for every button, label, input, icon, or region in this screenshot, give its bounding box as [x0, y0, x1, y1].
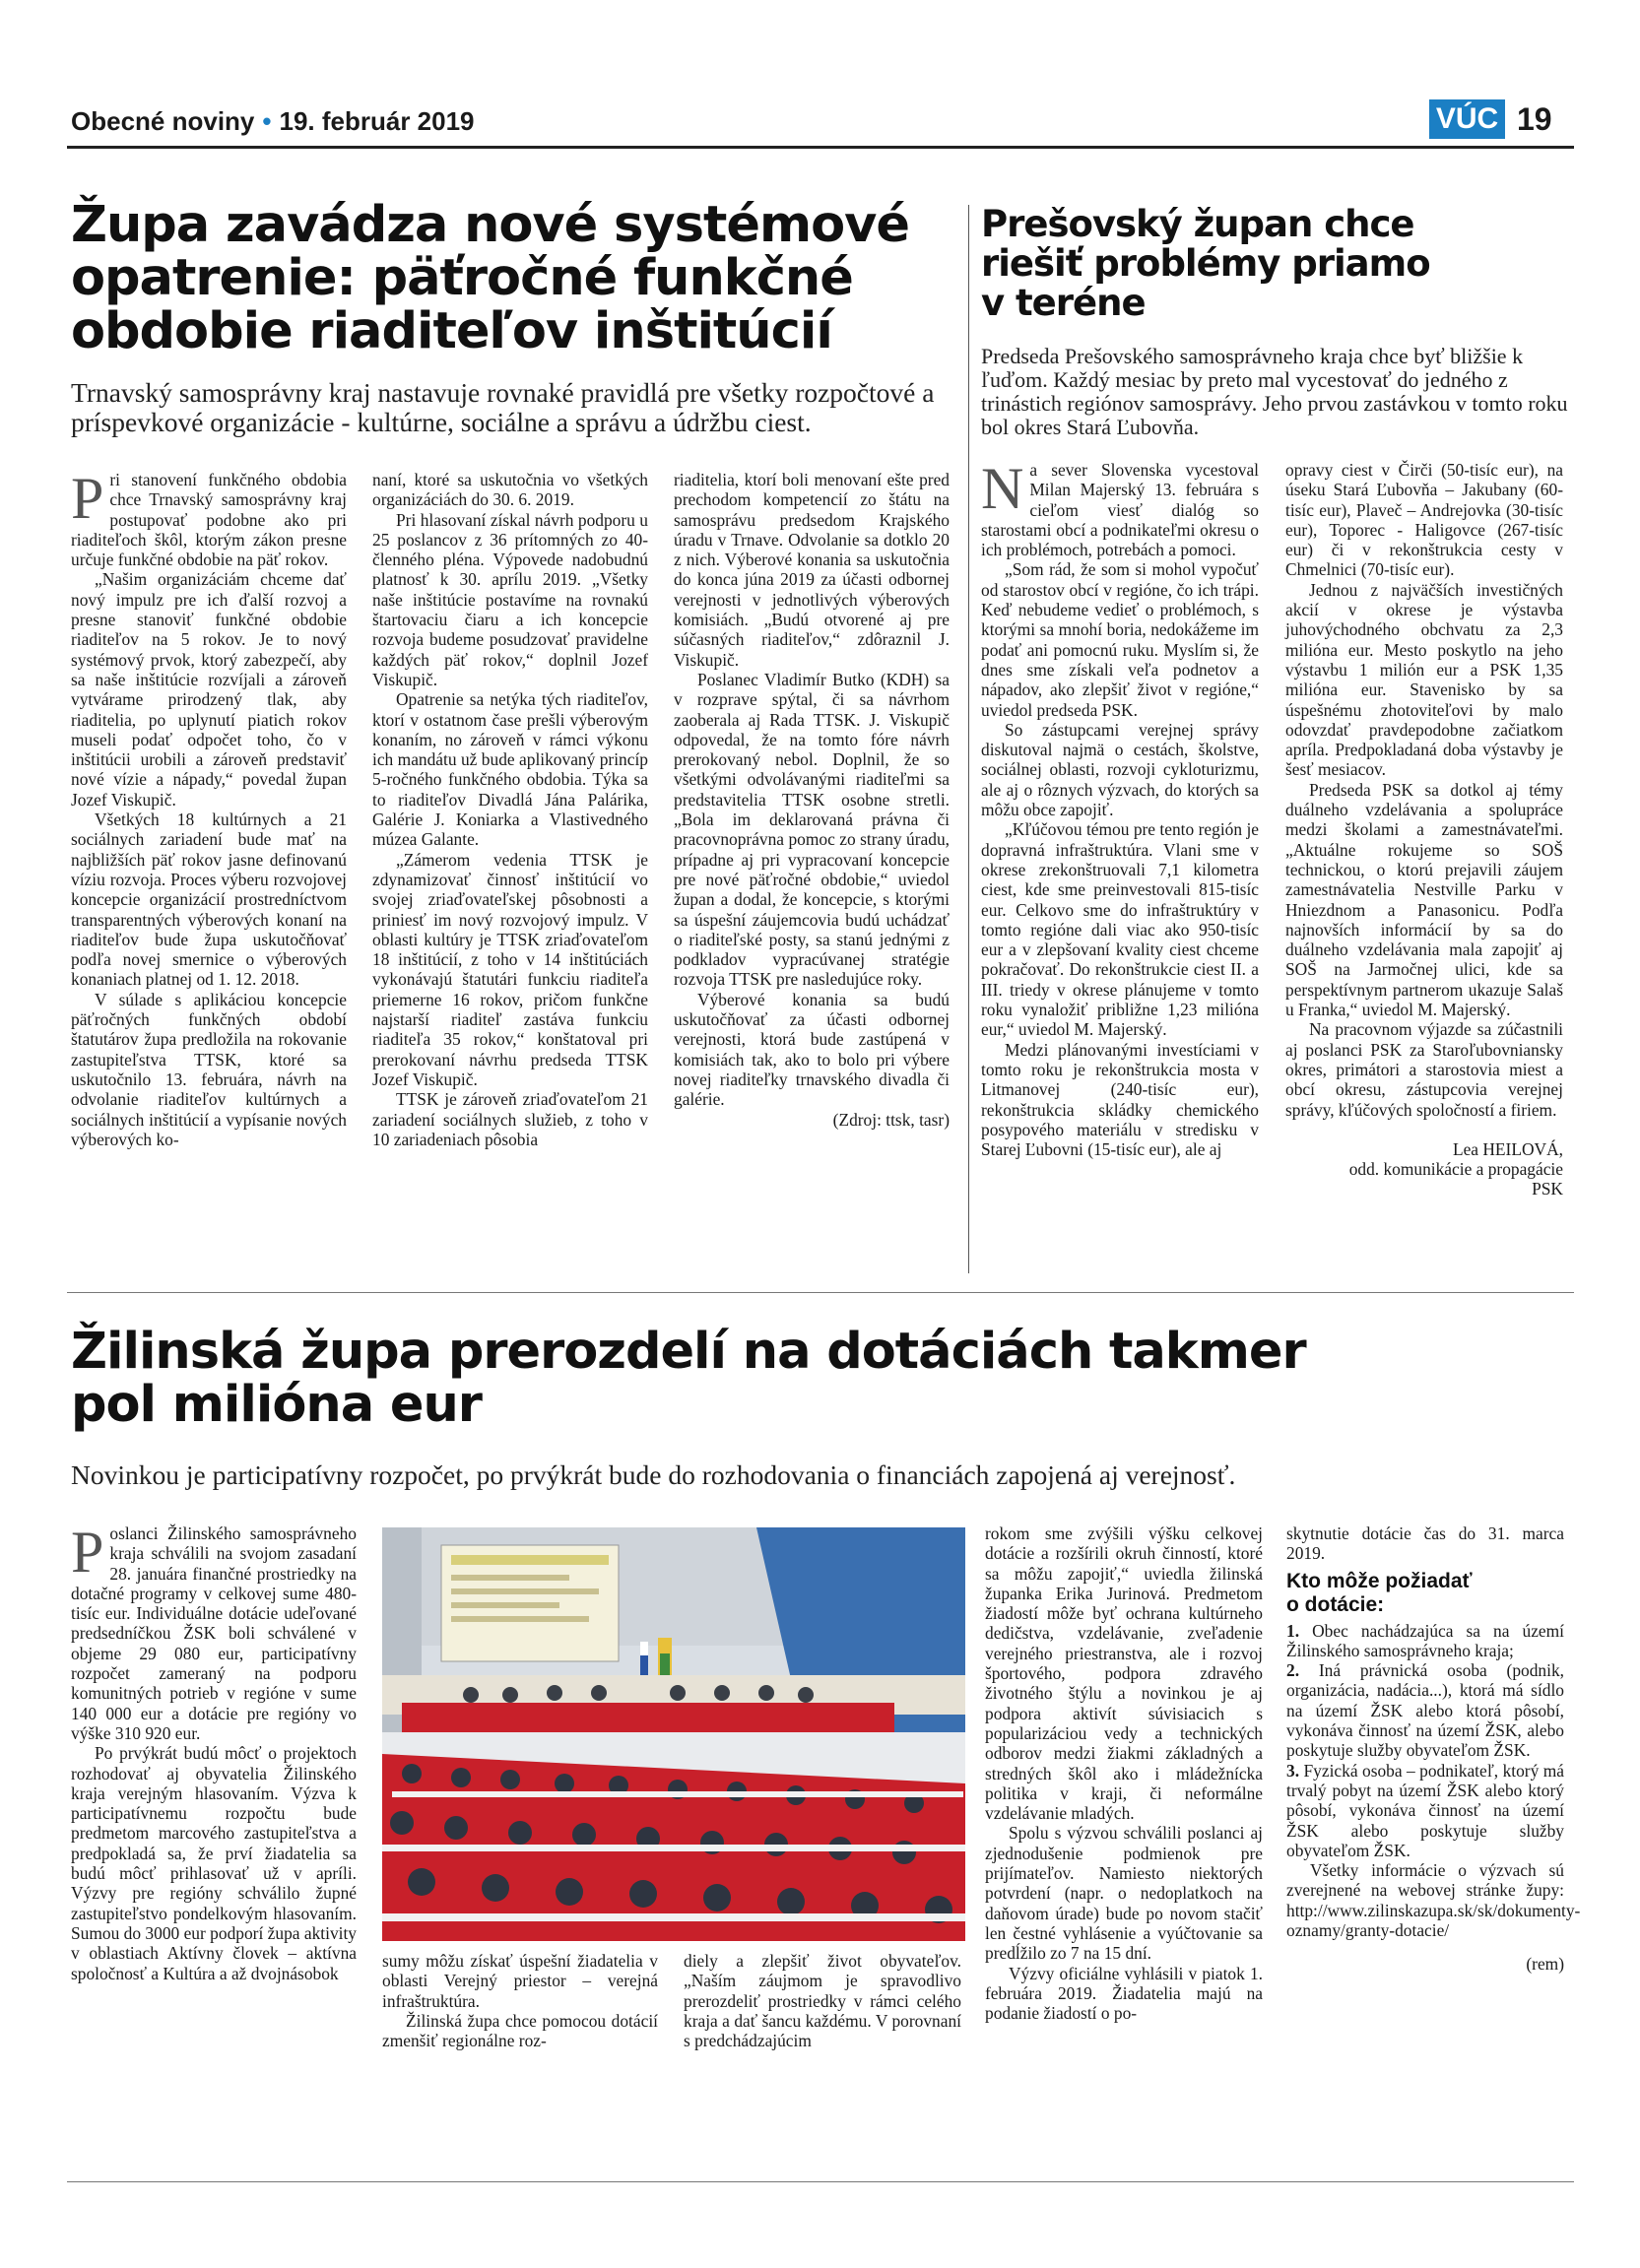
- section-badge: VÚC: [1429, 99, 1505, 139]
- list-item: 1. Obec nachádzajúca sa na území Žilinského samosprávneho kraja;: [1286, 1620, 1564, 1660]
- drop-cap: N: [981, 456, 1024, 521]
- article-column-3: rokom sme zvýšili výšku celkovej dotácie a rozšírili okruh činností, ktoré sa môžu zapojiť,“ uviedla žilinská županka Erika Jurinová. Predmetom žiadostí môže byť ochrana kultúrneho dedičstva, vzdelávanie, zveľadenie verejného priestranstva, ale i rozvoj športového, podpora zdravého životného štýlu a novinkou je aj podpora aktivít súvisiacich s popularizáciou vedy a technických odborov medzi žiakmi základných a stredných škôl ako i mládežnícka politika v kraji, či neformálne vzdelávanie mladých. Spolu s výzvou schválili poslanci aj zjednodušenie podmienok pre prijímateľov. Namiesto niektorých potvrdení (napr. o nedoplatkoch na daňovom úrade) bude po novom stačiť len čestné vyhlásenie a vyúčtovanie sa predĺžilo zo 7 na 15 dní. Výzvy oficiálne vyhlásili v piatok 1. februára 2019. Žiadatelia majú na podanie žiadostí o po-: [985, 1523, 1263, 2024]
- author-org: PSK: [1532, 1179, 1563, 1199]
- article-zsk: [71, 1323, 1568, 1434]
- article-column-1: P oslanci Žilinského samosprávneho kraja schválili na svojom zasadaní 28. januára finančné prostriedky na dotačné programy v celkovej sume 480-tisíc eur. Individuálne dotácie udeľované predsedníčkou ŽSK boli schválené v objeme 29 080 eur, participatívny rozpočet zameraný na podporu komunitných potrieb v regióne v sume 140 000 eur a dotácie pre regióny vo výške 310 920 eur. Po prvýkrát budú môcť o projektoch rozhodovať aj obyvatelia Žilinského kraja verejným hlasovaním. Výzva k participatívnemu rozpočtu bude predmetom marcového zastupiteľstva a predpokladá sa, že prví žiadatelia sa budú môcť prihlasovať už v apríli. Výzvy pre regióny schválilo župné zastupiteľstvo pondelkovým hlasovaním. Sumou do 3000 eur podporí župa aktivity v oblastiach Aktívny človek – aktívna spoločnosť a Kultúra a až dvojnásobok: [71, 1520, 357, 1983]
- article-column-1: N a sever Slovenska vycestoval Milan Majerský 13. februára s cieľom viesť dialóg so starostami obcí a podnikateľmi okresu o ich problémoch, potrebách a pomoci. „Som rád, že som si mohol vypočuť od starostov obcí v regióne, čo ich trápi. Keď nebudeme vedieť o problémoch, s ktorými sa mnohí boria, nedokážeme im podať ani pomocnú ruku. Myslím si, že dnes sme získali veľa podnetov a nápadov, ako zlepšiť život v regióne,“ uviedol predseda PSK. So zástupcami verejnej správy diskutoval najmä o cestách, školstve, sociálnej oblasti, rozvoji cykloturizmu, ale aj o rôznych výzvach, do ktorých sa môžu obce zapojiť. „Kľúčovou témou pre tento región je dopravná infraštruktúra. Vlani sme v okrese zrekonštruovali 7,1 kilometra ciest, kde sme preinvestovali 815-tisíc eur. Celkovo sme do infraštruktúry v tomto regióne dali viac ako 950-tisíc eur a v zlepšovaní kvality ciest chceme pokračovať. Do rekonštrukcie ciest II. a III. triedy v okrese plánujeme v tomto roku vynaložiť približne 1,23 milióna eur,“ uviedol M. Majerský. Medzi plánovanými investíciami v tomto roku je rekonštrukcia mosta v Litmanovej (240-tisíc eur), rekonštrukcia skládky chemického posypového materiálu v stredisku v Starej Ľubovni (15-tisíc eur), ale aj: [981, 456, 1259, 1160]
- article-column-2: naní, ktoré sa uskutočnia vo všetkých organizáciách do 30. 6. 2019. Pri hlasovaní získal návrh podporu u 25 poslancov z 36 prítomných zo 40-členného pléna. Výpovede nadobudnú platnosť k 30. aprílu 2019. „Všetky naše inštitúcie postavíme na rovnakú štartovaciu čiaru a ich koncepcie rozvoja budeme posudzovať pravidelne každých päť rokov,“ doplnil Jozef Viskupič. Opatrenie sa netýka tých riaditeľov, ktorí v ostatnom čase prešli výberovým konaním, no zároveň v rámci výkonu ich mandátu už bude aplikovaný princíp 5-ročného funkčného obdobia. Týka sa to riaditeľov Divadlá Jána Palárika, Galérie J. Koniarka a Vlastivedného múzea Galante. „Zámerom vedenia TTSK je zdynamizovať činnosť inštitúcií vo svojej zriaďovateľskej pôsobnosti a priniesť im nový rozvojový impulz. V oblasti kultúry je TTSK zriaďovateľom 18 inštitúcií, z toho v 14 inštitúciách vykonávajú štatutári funkciu riaditeľa priemerne 16 rokov, pričom funkčne najstarší riaditeľ zastáva funkciu riaditeľa 35 rokov,“ konštatoval pri prerokovaní návrhu predseda TTSK Jozef Viskupič. TTSK je zároveň zriaďovateľom 21 zariadení sociálnych služieb, z toho v 10 zariadeniach pôsobia: [372, 470, 648, 1149]
- header-rule: [67, 146, 1574, 149]
- drop-cap: P: [71, 466, 104, 531]
- article-psk: [981, 205, 1572, 323]
- box-title: Kto môže požiadať o dotácie:: [1286, 1569, 1473, 1616]
- article-column-2: opravy ciest v Čirči (50-tisíc eur), na úseku Stará Ľubovňa – Jakubany (60-tisíc eur), Plaveč – Andrejovka (30-tisíc eur), Toporec - Haligovce (267-tisíc eur) či v rekonštrukcia cesty v Chmelnici (70-tisíc eur). Jednou z najväčších investičných akcií v okrese je výstavba juhovýchodného obchvatu za 2,3 milióna eur. Mesto poskytlo na jeho výstavbu 1 milión eur a PSK 1,35 milióna eur. Stavenisko by sa úspešnému zhotoviteľovi by malo odovzdať pravdepodobne začiatkom apríla. Predpokladaná doba výstavby je šesť mesiacov. Predseda PSK sa dotkol aj témy duálneho vzdelávania a spolupráce medzi školami a zamestnávateľmi. „Aktuálne rokujeme so SOŠ technickou, o ktorú prejavili záujem zamestnávatelia Nestville Parku v Hniezdnom a Panasonicu. Podľa najnovších informácií by sa do duálneho vzdelávania mala zapojiť aj SOŠ na Jarmočnej ulici, kde sa perspektívnym partnerom ukazuje Salaš u Franka,“ uviedol M. Majerský. Na pracovnom výjazde sa zúčastnili aj poslanci PSK za Staroľubovniansky okres, primátori a starostovia miest a obcí okresu, zástupcovia verejnej správy, kľúčových spoločností a firiem. Lea HEILOVÁ, odd. komunikácie a propagácie PSK: [1285, 460, 1563, 1199]
- list-item: 3. Fyzická osoba – podnikateľ, ktorý má trvalý pobyt na území ŽSK alebo ktorý pôsobí, vykonáva činnosť na území ŽSK alebo poskytuje služby obyvateľom ŽSK.: [1286, 1760, 1564, 1860]
- photo-column-right: diely a zlepšiť život obyvateľov. „Naším záujmom je spravodlivo prerozdeliť prostriedky v rámci celého kraja a dať šancu každému. V porovnaní s predchádzajúcim: [684, 1951, 961, 2051]
- assembly-hall-image: [382, 1527, 965, 1941]
- article-ttsk: [71, 196, 957, 360]
- source-note: (Zdroj: ttsk, tasr): [832, 1109, 950, 1130]
- list-item: 2. Iná právnická osoba (podnik, organizácia, nadácia...), ktorá má sídlo na území ŽSK alebo ktorá pôsobí, vykonáva činnosť na území ŽSK, alebo poskytuje služby obyvateľom ŽSK.: [1286, 1660, 1564, 1761]
- headline: Župa zavádza nové systémové opatrenie: päťročné funkčné obdobie riaditeľov inštitúcií: [71, 196, 909, 360]
- photo-column-left: sumy môžu získať úspešní žiadatelia v oblasti Verejný priestor – verejná infraštruktúra. Žilinská župa chce pomocou dotácií zmenšiť regionálne roz-: [382, 1951, 658, 2051]
- session-photo: [382, 1527, 965, 1941]
- issue-date: 19. február 2019: [279, 106, 475, 136]
- lead-paragraph: Novinkou je participatívny rozpočet, po prvýkrát bude do rozhodovania o financiách zapojená aj verejnosť.: [71, 1459, 1236, 1490]
- section-rule: [67, 1292, 1574, 1293]
- lead-paragraph: Trnavský samosprávny kraj nastavuje rovnaké pravidlá pre všetky rozpočtové a príspevkové organizácie - kultúrne, sociálne a správu a údržbu ciest.: [71, 377, 935, 437]
- publication-name: Obecné noviny: [71, 106, 255, 136]
- footer-rule: [67, 2181, 1574, 2182]
- article-column-4: skytnutie dotácie čas do 31. marca 2019. Kto môže požiadať o dotácie: 1. Obec nachádzajúca sa na území Žilinského samosprávneho kraja; 2. Iná právnická osoba (podnik, organizácia, nadácia...), ktorá má sídlo na území ŽSK alebo ktorá pôsobí, vykonáva činnosť na území ŽSK, alebo poskytuje služby obyvateľom ŽSK. 3. Fyzická osoba – podnikateľ, ktorý má trvalý pobyt na území ŽSK alebo ktorý pôsobí, vykonáva činnosť na území ŽSK alebo poskytuje služby obyvateľom ŽSK. Všetky informácie o výzvach sú zverejnené na webovej stránke župy: http://www.zilinskazupa.sk/sk/dokumenty-oznamy/granty-dotacie/ (rem): [1286, 1523, 1581, 1975]
- author-initials: (rem): [1526, 1954, 1564, 1975]
- article-column-1: P ri stanovení funkčného obdobia chce Trnavský samosprávny kraj postupovať podobne ako pri riaditeľoch škôl, ktorým zákon presne určuje funkčné obdobie na päť rokov. „Našim organizáciám chceme dať nový impulz pre ich ďalší rozvoj a presne stanoviť funkčné obdobie riaditeľov na 5 rokov. Je to nový systémový prvok, ktorý zabezpečí, aby sa naše inštitúcie rozvíjali a zároveň vytvárame prirodzený tlak, aby riaditelia, po uplynutí piatich rokov museli podať odpočet toho, čo v inštitúcii urobili a zároveň predstaviť nové vízie a nápady,“ povedal župan Jozef Viskupič. Všetkých 18 kultúrnych a 21 sociálnych zariadení bude mať na najbližších päť rokov jasne definovanú víziu rozvoja. Proces výberu rozvojovej koncepcie organizácií prostredníctvom transparentných výberových konaní na riaditeľov bude župa uskutočňovať podľa novej smernice o výberových konaniach platnej od 1. 12. 2018. V súlade s aplikáciou koncepcie päťročných funkčných období štatutárov župa predložila na rokovanie zastupiteľstva TTSK, ktoré sa uskutočnilo 13. februára, návrh na odvolanie riaditeľov kultúrnych a sociálnych inštitúcií a vypísanie nových výberových ko-: [71, 466, 347, 1149]
- author-name: Lea HEILOVÁ,: [1452, 1138, 1563, 1159]
- masthead: [71, 106, 475, 137]
- info-paragraph: Všetky informácie o výzvach sú zverejnené na webovej stránke župy: http://www.zilinskazupa.sk/sk/dokumenty-oznamy/granty-dotacie/: [1286, 1860, 1581, 1941]
- separator-dot: •: [262, 106, 272, 136]
- drop-cap: P: [71, 1520, 104, 1585]
- headline: Žilinská župa prerozdelí na dotáciách takmer pol milióna eur: [71, 1323, 1306, 1434]
- headline: Prešovský župan chce riešiť problémy priamo v teréne: [981, 203, 1430, 324]
- page-number: 19: [1517, 101, 1552, 137]
- article-column-3: riaditelia, ktorí boli menovaní ešte pred prechodom kompetencií zo štátu na samosprávu predsedom Krajského úradu v Trnave. Odvolanie sa dotklo 20 z nich. Výberové konania sa uskutočnia do konca júna 2019 za účasti odbornej verejnosti v jednotlivých výberových komisiách. „Budú otvorené aj pre súčasných riaditeľov,“ zdôraznil J. Viskupič. Poslanec Vladimír Butko (KDH) sa v rozprave spýtal, či sa návrhom zaoberala aj Rada TTSK. J. Viskupič odpovedal, že na tomto fóre návrh prerokovaný nebol. Doplnil, že so všetkými odvolávanými riaditeľmi sa predstavitelia TTSK osobne stretli. „Bola im deklarovaná právna či pracovnoprávna pomoc zo strany úradu, prípadne aj pri vypracovaní koncepcie pre nové päťročné obdobie,“ uviedol župan a dodal, že koncepcie, s ktorými sa úspešní záujemcovia budú uchádzať o riaditeľské posty, sa stanú jednými z podkladov vypracúvanej stratégie rozvoja TTSK pre nasledujúce roky. Výberové konania sa budú uskutočňovať za účasti odbornej verejnosti, ktorá bude zastúpená v komisiách tak, ako to bolo pri výbere novej riaditeľky trnavského divadla či galérie. (Zdroj: ttsk, tasr): [674, 470, 950, 1130]
- column-divider: [968, 205, 969, 1273]
- lead-paragraph: Predseda Prešovského samosprávneho kraja chce byť bližšie k ľuďom. Každý mesiac by preto mal vycestovať do jedného z trinástich regiónov samosprávy. Jeho prvou zastávkou v tomto roku bol okres Stará Ľubovňa.: [981, 344, 1568, 439]
- author-role: odd. komunikácie a propagácie: [1348, 1159, 1563, 1180]
